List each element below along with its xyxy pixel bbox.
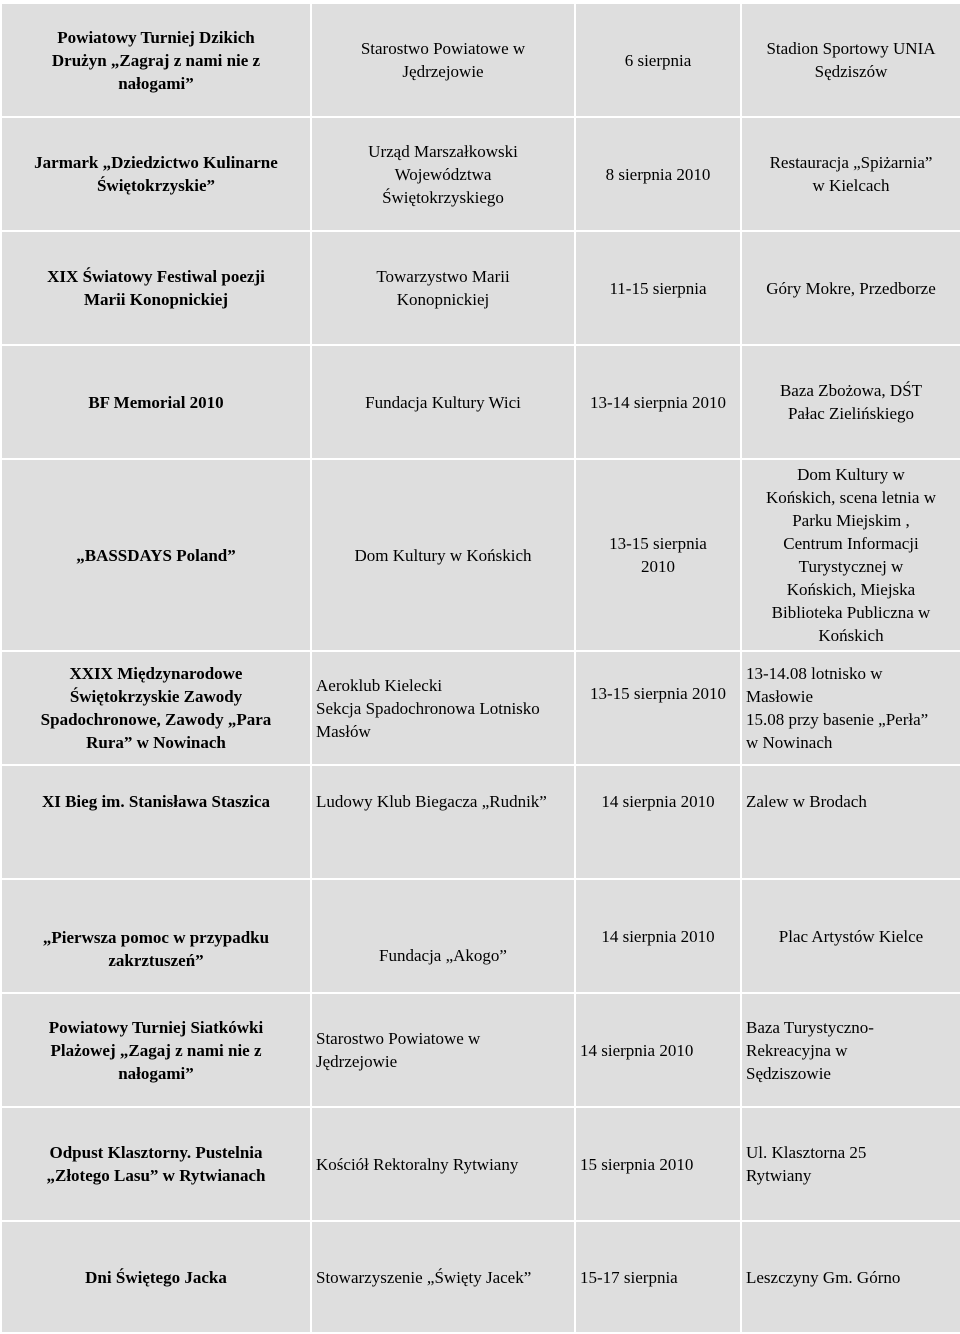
event-name-cell: XIX Światowy Festiwal poezji Marii Konopnickiej bbox=[1, 231, 311, 345]
table-row bbox=[1, 3, 960, 117]
organizer-cell: Kościół Rektoralny Rytwiany bbox=[311, 1107, 575, 1221]
place-cell: Leszczyny Gm. Górno bbox=[741, 1221, 960, 1333]
place-cell: Baza Zbożowa, DŚT Pałac Zielińskiego bbox=[741, 345, 960, 459]
event-name-cell: „BASSDAYS Poland” bbox=[1, 459, 311, 651]
table-row bbox=[1, 231, 960, 345]
event-name-cell: Powiatowy Turniej Siatkówki Plażowej „Zagaj z nami nie z nałogami” bbox=[1, 993, 311, 1107]
table-row bbox=[1, 117, 960, 231]
place-cell: 13-14.08 lotnisko w Masłowie 15.08 przy basenie „Perła” w Nowinach bbox=[741, 651, 960, 765]
event-name-cell: Jarmark „Dziedzictwo Kulinarne Świętokrzyskie” bbox=[1, 117, 311, 231]
event-name-cell: „Pierwsza pomoc w przypadku zakrztuszeń” bbox=[1, 879, 311, 993]
date-cell: 14 sierpnia 2010 bbox=[575, 993, 741, 1107]
date-cell: 14 sierpnia 2010 bbox=[575, 765, 741, 879]
event-name-cell: Odpust Klasztorny. Pustelnia „Złotego Lasu” w Rytwianach bbox=[1, 1107, 311, 1221]
event-name-cell: BF Memorial 2010 bbox=[1, 345, 311, 459]
table-row bbox=[1, 993, 960, 1107]
place-cell: Plac Artystów Kielce bbox=[741, 879, 960, 993]
organizer-cell: Stowarzyszenie „Święty Jacek” bbox=[311, 1221, 575, 1333]
table-row bbox=[1, 459, 960, 651]
organizer-cell: Fundacja Kultury Wici bbox=[311, 345, 575, 459]
place-cell: Zalew w Brodach bbox=[741, 765, 960, 879]
date-cell: 14 sierpnia 2010 bbox=[575, 879, 741, 993]
date-cell: 13-14 sierpnia 2010 bbox=[575, 345, 741, 459]
organizer-cell: Starostwo Powiatowe w Jędrzejowie bbox=[311, 3, 575, 117]
table-row bbox=[1, 651, 960, 765]
date-cell: 11-15 sierpnia bbox=[575, 231, 741, 345]
date-cell: 15-17 sierpnia bbox=[575, 1221, 741, 1333]
event-name-cell: Dni Świętego Jacka bbox=[1, 1221, 311, 1333]
organizer-cell: Dom Kultury w Końskich bbox=[311, 459, 575, 651]
table-row bbox=[1, 1221, 960, 1333]
table-row bbox=[1, 1107, 960, 1221]
organizer-cell: Towarzystwo Marii Konopnickiej bbox=[311, 231, 575, 345]
table-row bbox=[1, 765, 960, 879]
place-cell: Stadion Sportowy UNIA Sędziszów bbox=[741, 3, 960, 117]
date-cell: 6 sierpnia bbox=[575, 3, 741, 117]
organizer-cell: Ludowy Klub Biegacza „Rudnik” bbox=[311, 765, 575, 879]
organizer-cell: Aeroklub Kielecki Sekcja Spadochronowa Lotnisko Masłów bbox=[311, 651, 575, 765]
organizer-cell: Urząd Marszałkowski Województwa Świętokrzyskiego bbox=[311, 117, 575, 231]
place-cell: Baza Turystyczno- Rekreacyjna w Sędziszowie bbox=[741, 993, 960, 1107]
organizer-cell: Fundacja „Akogo” bbox=[311, 879, 575, 993]
place-cell: Ul. Klasztorna 25 Rytwiany bbox=[741, 1107, 960, 1221]
event-name-cell: Powiatowy Turniej Dzikich Drużyn „Zagraj z nami nie z nałogami” bbox=[1, 3, 311, 117]
place-cell: Góry Mokre, Przedborze bbox=[741, 231, 960, 345]
events-table bbox=[0, 2, 960, 1334]
place-cell: Dom Kultury w Końskich, scena letnia w Parku Miejskim , Centrum Informacji Turystycznej w Końskich, Miejska Biblioteka Publiczna w Końskich bbox=[741, 459, 960, 651]
date-cell: 15 sierpnia 2010 bbox=[575, 1107, 741, 1221]
place-cell: Restauracja „Spiżarnia” w Kielcach bbox=[741, 117, 960, 231]
event-name-cell: XI Bieg im. Stanisława Staszica bbox=[1, 765, 311, 879]
date-cell: 13-15 sierpnia 2010 bbox=[575, 459, 741, 651]
organizer-cell: Starostwo Powiatowe w Jędrzejowie bbox=[311, 993, 575, 1107]
table-row bbox=[1, 345, 960, 459]
event-name-cell: XXIX Międzynarodowe Świętokrzyskie Zawody Spadochronowe, Zawody „Para Rura” w Nowinach bbox=[1, 651, 311, 765]
date-cell: 13-15 sierpnia 2010 bbox=[575, 651, 741, 765]
table-row bbox=[1, 879, 960, 993]
date-cell: 8 sierpnia 2010 bbox=[575, 117, 741, 231]
